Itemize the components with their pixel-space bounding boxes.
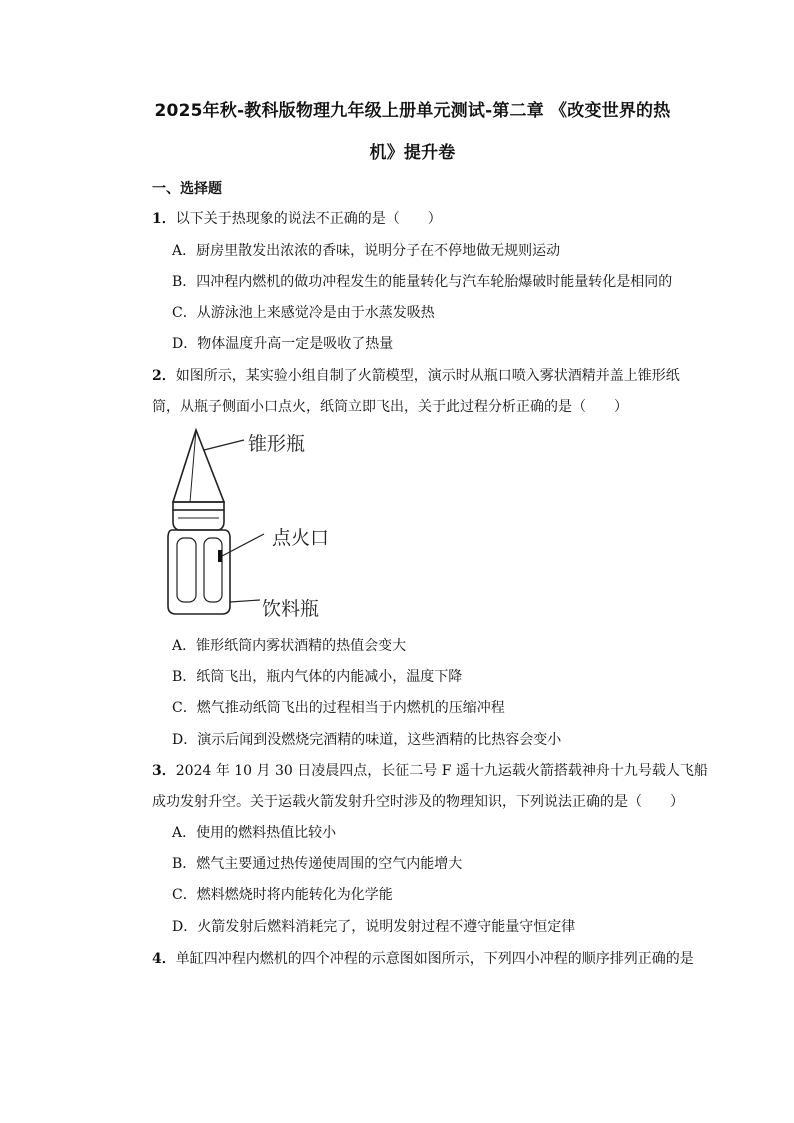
question-2-option-d: D．演示后闻到没燃烧完酒精的味道，这些酒精的比热容会变小	[172, 732, 562, 748]
question-1-option-b: B．四冲程内燃机的做功冲程发生的能量转化与汽车轮胎爆破时能量转化是相同的	[172, 274, 673, 290]
question-3-option-c: C．燃料燃烧时将内能转化为化学能	[172, 887, 393, 903]
rocket-model-figure	[160, 426, 350, 622]
question-3-option-b: B．燃气主要通过热传递使周围的空气内能增大	[172, 856, 463, 872]
question-1-stem	[152, 208, 442, 228]
question-number: 2．	[152, 368, 176, 384]
cone-shape	[173, 430, 224, 502]
question-3-stem-line1	[152, 760, 708, 780]
question-4-stem	[152, 948, 694, 968]
document-title-line2: 机》提升卷	[369, 143, 456, 163]
document-title-line1: 2025年秋-教科版物理九年级上册单元测试-第二章 《改变世界的热	[154, 101, 671, 121]
question-1-option-c: C．从游泳池上来感觉冷是由于水蒸发吸热	[172, 305, 435, 321]
label-bottle: 饮料瓶	[262, 598, 320, 620]
question-number: 1．	[152, 211, 176, 227]
question-1-option-d: D．物体温度升高一定是吸收了热量	[172, 336, 394, 352]
question-3-option-d: D．火箭发射后燃料消耗完了，说明发射过程不遵守能量守恒定律	[172, 919, 576, 935]
question-2-stem-line1	[152, 365, 680, 385]
question-3-stem-line2: 成功发射升空。关于运载火箭发射升空时涉及的物理知识，下列说法正确的是（ ）	[152, 794, 684, 810]
question-text: 如图所示，某实验小组自制了火箭模型，演示时从瓶口喷入雾状酒精并盖上锥形纸	[175, 368, 680, 384]
question-2-option-b: B．纸筒飞出，瓶内气体的内能减小，温度下降	[172, 669, 463, 685]
question-3-option-a: A．使用的燃料热值比较小	[172, 825, 337, 841]
question-number: 4．	[152, 951, 176, 967]
label-ignition: 点火口	[272, 527, 330, 549]
question-2-stem-line2: 筒，从瓶子侧面小口点火，纸筒立即飞出，关于此过程分析正确的是（ ）	[152, 399, 628, 415]
question-number: 3．	[152, 763, 176, 779]
question-text: 2024 年 10 月 30 日凌晨四点，长征二号 F 遥十九运载火箭搭载神舟十九号载人飞船	[175, 763, 708, 779]
question-2-option-c: C．燃气推动纸筒飞出的过程相当于内燃机的压缩冲程	[172, 700, 505, 716]
section-heading: 一、选择题	[152, 181, 222, 197]
question-1-option-a: A．厨房里散发出浓浓的香味，说明分子在不停地做无规则运动	[172, 243, 561, 259]
cone-base-band	[173, 502, 224, 510]
question-text: 以下关于热现象的说法不正确的是（ ）	[175, 211, 442, 227]
question-text: 单缸四冲程内燃机的四个冲程的示意图如图所示，下列四小冲程的顺序排列正确的是	[175, 951, 694, 967]
ignition-hole	[218, 550, 222, 562]
label-cone: 锥形瓶	[248, 433, 306, 455]
question-2-option-a: A．锥形纸筒内雾状酒精的热值会变大	[172, 638, 407, 654]
